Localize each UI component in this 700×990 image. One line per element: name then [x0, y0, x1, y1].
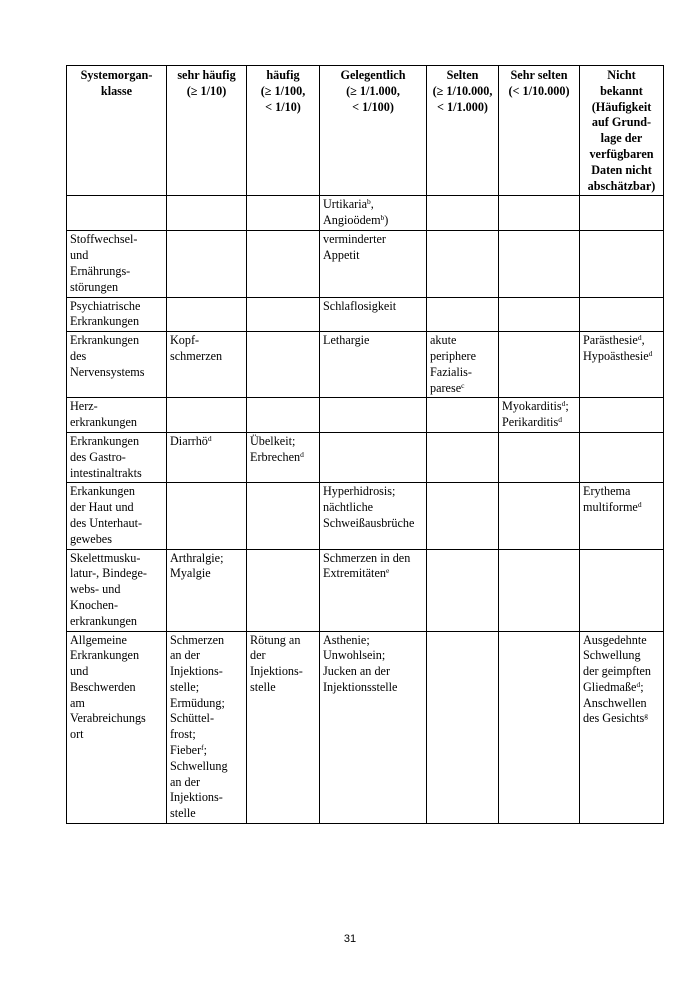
- cell-text: Stoffwechsel-: [70, 232, 138, 247]
- cell-text: Erkrankungen: [70, 333, 140, 348]
- cell-line: [170, 633, 243, 649]
- table-row-immune-system-continued: [67, 196, 664, 231]
- cell-line: [170, 566, 243, 582]
- cell-common: [247, 549, 320, 631]
- cell-not-known: [580, 332, 664, 398]
- cell-text: Schwellung: [170, 758, 228, 773]
- cell-line: [323, 232, 423, 248]
- footnote-marker: d: [561, 399, 566, 409]
- cell-uncommon: [320, 549, 427, 631]
- cell-text: Angioödem: [323, 213, 381, 228]
- cell-line: [583, 664, 660, 680]
- cell-text: Nervensystems: [70, 364, 145, 379]
- header-line: lage der: [600, 131, 643, 146]
- cell-text: störungen: [70, 279, 119, 294]
- cell-text: ort: [70, 727, 84, 742]
- cell-very-common: [167, 297, 247, 332]
- cell-line: [70, 500, 163, 516]
- footnote-marker: e: [385, 566, 390, 576]
- header-row: [67, 66, 664, 196]
- cell-line: [70, 399, 163, 415]
- cell-line: [250, 450, 316, 466]
- cell-not-known: [580, 231, 664, 297]
- header-line: auf Grund-: [591, 115, 652, 130]
- cell-text: Verabreichungs: [70, 711, 146, 726]
- header-line: (≥ 1/10): [186, 83, 227, 98]
- cell-text: Psychiatrische: [70, 298, 141, 313]
- cell-text: Myalgie: [170, 566, 211, 581]
- cell-text: Gliedmaße: [583, 679, 637, 694]
- cell-line: [323, 213, 423, 229]
- cell-text: Beschwerden: [70, 679, 136, 694]
- cell-line: [70, 633, 163, 649]
- table-row-cardiac: [67, 398, 664, 433]
- header-line: sehr häufig: [177, 68, 236, 82]
- cell-line: [70, 598, 163, 614]
- cell-line: [583, 484, 660, 500]
- cell-organ-class: [67, 231, 167, 297]
- cell-line: [502, 399, 576, 415]
- cell-line: [170, 333, 243, 349]
- cell-line: [170, 349, 243, 365]
- cell-line: [70, 280, 163, 296]
- cell-line: [170, 664, 243, 680]
- cell-text: Parästhesie: [583, 333, 638, 348]
- cell-text: Urtikaria: [323, 197, 367, 212]
- cell-text: frost;: [170, 727, 196, 742]
- cell-text: an der: [170, 648, 201, 663]
- cell-line: [170, 551, 243, 567]
- cell-organ-class: [67, 398, 167, 433]
- cell-text: Erkankungen: [70, 484, 135, 499]
- cell-text: ,: [370, 197, 374, 212]
- cell-line: [170, 759, 243, 775]
- cell-text: Schwellung: [583, 648, 641, 663]
- cell-line: [70, 516, 163, 532]
- table-row-general-administration-site: [67, 631, 664, 824]
- cell-common: [247, 196, 320, 231]
- cell-not-known: [580, 432, 664, 482]
- cell-line: [583, 633, 660, 649]
- cell-text: Rötung an: [250, 632, 301, 647]
- header-line: bekannt: [600, 83, 643, 98]
- cell-organ-class: [67, 332, 167, 398]
- footnote-marker: d: [637, 333, 642, 343]
- cell-uncommon: [320, 332, 427, 398]
- cell-rare: [427, 631, 499, 824]
- header-line: Systemorgan-: [80, 68, 153, 82]
- cell-text: Anschwellen: [583, 695, 647, 710]
- cell-text: Erbrechen: [250, 449, 301, 464]
- cell-text: ;: [565, 399, 569, 414]
- cell-text: Diarrhö: [170, 433, 208, 448]
- cell-text: Schlaflosigkeit: [323, 298, 397, 313]
- cell-rare: [427, 196, 499, 231]
- cell-organ-class: [67, 549, 167, 631]
- cell-common: [247, 631, 320, 824]
- header-line: (≥ 1/100,: [260, 83, 306, 98]
- cell-text: der geimpften: [583, 664, 652, 679]
- cell-not-known: [580, 483, 664, 549]
- cell-line: [70, 484, 163, 500]
- footnote-marker: f: [201, 743, 204, 753]
- header-line: (≥ 1/10.000,: [432, 83, 493, 98]
- cell-common: [247, 398, 320, 433]
- cell-line: [250, 633, 316, 649]
- cell-text: Erythema: [583, 484, 631, 499]
- header-line: verfügbaren: [589, 146, 654, 161]
- cell-line: [70, 299, 163, 315]
- cell-common: [247, 332, 320, 398]
- cell-line: [70, 333, 163, 349]
- cell-uncommon: [320, 398, 427, 433]
- cell-text: an der: [170, 774, 201, 789]
- header-line: (Häufigkeit: [591, 99, 652, 114]
- cell-line: [250, 664, 316, 680]
- cell-line: [70, 551, 163, 567]
- page-number: 31: [343, 933, 357, 945]
- cell-line: [70, 434, 163, 450]
- cell-text: Herz-: [70, 399, 98, 414]
- header-line: Gelegentlich: [340, 68, 406, 82]
- cell-text: Hypoästhesie: [583, 348, 649, 363]
- footnote-marker: d: [637, 500, 642, 510]
- header-line: < 1/1.000): [437, 99, 488, 114]
- header-rare: [427, 66, 499, 196]
- cell-line: [323, 633, 423, 649]
- cell-line: [430, 349, 495, 365]
- cell-text: Fieber: [170, 743, 202, 758]
- header-line: abschätzbar): [587, 178, 656, 193]
- cell-text: stelle;: [170, 679, 200, 694]
- cell-text: ;: [640, 679, 644, 694]
- cell-line: [170, 696, 243, 712]
- cell-line: [323, 197, 423, 213]
- cell-line: [323, 664, 423, 680]
- cell-line: [70, 648, 163, 664]
- cell-text: Schüttel-: [170, 711, 215, 726]
- cell-organ-class: [67, 297, 167, 332]
- cell-line: [170, 434, 243, 450]
- header-very-rare: [499, 66, 580, 196]
- cell-line: [583, 333, 660, 349]
- cell-rare: [427, 398, 499, 433]
- cell-text: Knochen-: [70, 597, 119, 612]
- adverse-reactions-table: [66, 65, 664, 824]
- table-row-skin: [67, 483, 664, 549]
- cell-text: nächtliche: [323, 500, 374, 515]
- cell-text: akute: [430, 333, 457, 348]
- table-row-psychiatric: [67, 297, 664, 332]
- cell-very-rare: [499, 231, 580, 297]
- footnote-marker: b: [367, 197, 371, 207]
- cell-rare: [427, 483, 499, 549]
- cell-text: Erkrankungen: [70, 314, 140, 329]
- header-not-known: [580, 66, 664, 196]
- cell-text: ,: [641, 333, 645, 348]
- cell-very-common: [167, 332, 247, 398]
- cell-line: [70, 232, 163, 248]
- cell-text: Appetit: [323, 248, 360, 263]
- cell-line: [170, 727, 243, 743]
- cell-text: Injektionsstelle: [323, 679, 398, 694]
- cell-very-rare: [499, 297, 580, 332]
- cell-text: Kopf-: [170, 333, 200, 348]
- cell-line: [583, 500, 660, 516]
- cell-text: Schmerzen in den: [323, 550, 411, 565]
- footnote-marker: d: [300, 449, 304, 459]
- cell-text: Jucken an der: [323, 664, 391, 679]
- cell-text: erkrankungen: [70, 415, 138, 430]
- cell-line: [70, 415, 163, 431]
- cell-line: [70, 314, 163, 330]
- cell-uncommon: [320, 196, 427, 231]
- cell-text: Hyperhidrosis;: [323, 484, 396, 499]
- cell-common: [247, 483, 320, 549]
- table-row-gastrointestinal: [67, 432, 664, 482]
- cell-text: Skelettmusku-: [70, 550, 141, 565]
- cell-line: [583, 349, 660, 365]
- cell-text: Unwohlsein;: [323, 648, 386, 663]
- cell-text: Arthralgie;: [170, 550, 224, 565]
- footnote-marker: b: [380, 213, 385, 223]
- cell-text: der Haut und: [70, 500, 134, 515]
- header-line: Selten: [446, 68, 479, 82]
- footnote-marker: d: [558, 415, 562, 425]
- footnote-marker: d: [207, 433, 212, 443]
- cell-line: [70, 566, 163, 582]
- cell-line: [70, 349, 163, 365]
- cell-line: [170, 648, 243, 664]
- cell-text: der: [250, 648, 266, 663]
- cell-rare: [427, 432, 499, 482]
- cell-text: und: [70, 664, 89, 679]
- cell-very-rare: [499, 631, 580, 824]
- cell-line: [70, 727, 163, 743]
- header-line: häufig: [266, 68, 300, 82]
- cell-text: des: [70, 348, 87, 363]
- cell-uncommon: [320, 432, 427, 482]
- cell-line: [502, 415, 576, 431]
- cell-line: [323, 299, 423, 315]
- footnote-marker: d: [648, 348, 653, 358]
- cell-not-known: [580, 549, 664, 631]
- cell-text: stelle: [250, 679, 276, 694]
- cell-text: latur-, Bindege-: [70, 566, 147, 581]
- cell-very-common: [167, 631, 247, 824]
- cell-line: [70, 532, 163, 548]
- cell-line: [70, 450, 163, 466]
- cell-common: [247, 432, 320, 482]
- cell-uncommon: [320, 231, 427, 297]
- header-line: < 1/10): [265, 99, 301, 114]
- cell-line: [70, 466, 163, 482]
- cell-very-common: [167, 231, 247, 297]
- cell-organ-class: [67, 196, 167, 231]
- cell-organ-class: [67, 483, 167, 549]
- cell-text: Übelkeit;: [250, 433, 296, 448]
- cell-common: [247, 231, 320, 297]
- cell-line: [170, 775, 243, 791]
- cell-line: [70, 696, 163, 712]
- cell-rare: [427, 297, 499, 332]
- cell-text: intestinaltrakts: [70, 465, 142, 480]
- footnote-marker: g: [644, 711, 649, 721]
- cell-text: am: [70, 695, 85, 710]
- cell-line: [323, 648, 423, 664]
- cell-text: Allgemeine: [70, 632, 127, 647]
- header-line: klasse: [100, 83, 133, 98]
- cell-text: ): [384, 213, 389, 228]
- cell-very-rare: [499, 483, 580, 549]
- cell-not-known: [580, 196, 664, 231]
- cell-text: erkrankungen: [70, 613, 138, 628]
- cell-common: [247, 297, 320, 332]
- cell-line: [70, 582, 163, 598]
- cell-line: [323, 516, 423, 532]
- table-row-metabolism: [67, 231, 664, 297]
- header-line: (≥ 1/1.000,: [346, 83, 400, 98]
- cell-text: gewebes: [70, 531, 112, 546]
- cell-uncommon: [320, 297, 427, 332]
- cell-line: [170, 790, 243, 806]
- cell-line: [70, 614, 163, 630]
- cell-text: des Gesichts: [583, 711, 645, 726]
- cell-line: [430, 333, 495, 349]
- header-organ-class: [67, 66, 167, 196]
- cell-very-common: [167, 549, 247, 631]
- header-line: (< 1/10.000): [508, 83, 570, 98]
- cell-text: Extremitäten: [323, 566, 386, 581]
- cell-text: Myokarditis: [502, 399, 562, 414]
- cell-text: ;: [203, 743, 208, 758]
- cell-line: [70, 365, 163, 381]
- cell-very-rare: [499, 432, 580, 482]
- cell-line: [323, 333, 423, 349]
- cell-not-known: [580, 297, 664, 332]
- cell-very-rare: [499, 398, 580, 433]
- cell-line: [323, 484, 423, 500]
- cell-not-known: [580, 631, 664, 824]
- cell-line: [170, 680, 243, 696]
- cell-text: parese: [430, 380, 462, 395]
- cell-line: [430, 365, 495, 381]
- cell-line: [70, 664, 163, 680]
- cell-rare: [427, 231, 499, 297]
- cell-text: multiforme: [583, 500, 638, 515]
- cell-line: [170, 711, 243, 727]
- cell-line: [583, 711, 660, 727]
- table-row-nervous-system: [67, 332, 664, 398]
- table-body: [67, 196, 664, 824]
- cell-text: Asthenie;: [323, 632, 370, 647]
- cell-line: [323, 680, 423, 696]
- cell-line: [430, 381, 495, 397]
- cell-text: des Gastro-: [70, 449, 126, 464]
- cell-text: Fazialis-: [430, 364, 472, 379]
- cell-line: [170, 743, 243, 759]
- cell-text: Erkrankungen: [70, 648, 140, 663]
- cell-very-common: [167, 398, 247, 433]
- cell-uncommon: [320, 631, 427, 824]
- header-very-common: [167, 66, 247, 196]
- footnote-marker: c: [461, 380, 465, 390]
- table-header: [67, 66, 664, 196]
- cell-text: stelle: [170, 806, 196, 821]
- cell-text: Erkrankungen: [70, 433, 140, 448]
- cell-line: [250, 680, 316, 696]
- cell-text: verminderter: [323, 232, 386, 247]
- cell-very-common: [167, 483, 247, 549]
- cell-very-rare: [499, 332, 580, 398]
- table-row-musculoskeletal: [67, 549, 664, 631]
- cell-line: [170, 806, 243, 822]
- header-line: Sehr selten: [510, 68, 568, 82]
- cell-organ-class: [67, 432, 167, 482]
- header-line: Nicht: [607, 68, 636, 82]
- cell-line: [583, 696, 660, 712]
- cell-text: Injektions-: [170, 790, 223, 805]
- cell-organ-class: [67, 631, 167, 824]
- header-line: Daten nicht: [591, 162, 652, 177]
- cell-very-rare: [499, 196, 580, 231]
- cell-line: [583, 648, 660, 664]
- cell-line: [323, 500, 423, 516]
- cell-line: [70, 264, 163, 280]
- cell-very-rare: [499, 549, 580, 631]
- cell-text: webs- und: [70, 582, 121, 597]
- cell-line: [583, 680, 660, 696]
- cell-text: des Unterhaut-: [70, 515, 143, 530]
- cell-line: [323, 551, 423, 567]
- cell-text: Perikarditis: [502, 415, 559, 430]
- header-uncommon: [320, 66, 427, 196]
- cell-uncommon: [320, 483, 427, 549]
- header-common: [247, 66, 320, 196]
- cell-rare: [427, 549, 499, 631]
- header-line: < 1/100): [352, 99, 394, 114]
- cell-text: Schmerzen: [170, 632, 225, 647]
- cell-text: Injektions-: [170, 664, 223, 679]
- cell-rare: [427, 332, 499, 398]
- cell-text: Lethargie: [323, 333, 370, 348]
- cell-text: schmerzen: [170, 348, 223, 363]
- cell-text: Ermüdung;: [170, 695, 225, 710]
- cell-text: und: [70, 248, 89, 263]
- cell-line: [323, 248, 423, 264]
- cell-line: [70, 680, 163, 696]
- cell-very-common: [167, 432, 247, 482]
- cell-text: Schweißausbrüche: [323, 515, 415, 530]
- cell-text: Ausgedehnte: [583, 632, 647, 647]
- cell-very-common: [167, 196, 247, 231]
- cell-text: periphere: [430, 348, 477, 363]
- cell-line: [250, 648, 316, 664]
- cell-line: [323, 566, 423, 582]
- cell-not-known: [580, 398, 664, 433]
- footnote-marker: d: [636, 679, 641, 689]
- cell-line: [250, 434, 316, 450]
- cell-text: Injektions-: [250, 664, 303, 679]
- cell-line: [70, 711, 163, 727]
- cell-line: [70, 248, 163, 264]
- cell-text: Ernährungs-: [70, 263, 131, 278]
